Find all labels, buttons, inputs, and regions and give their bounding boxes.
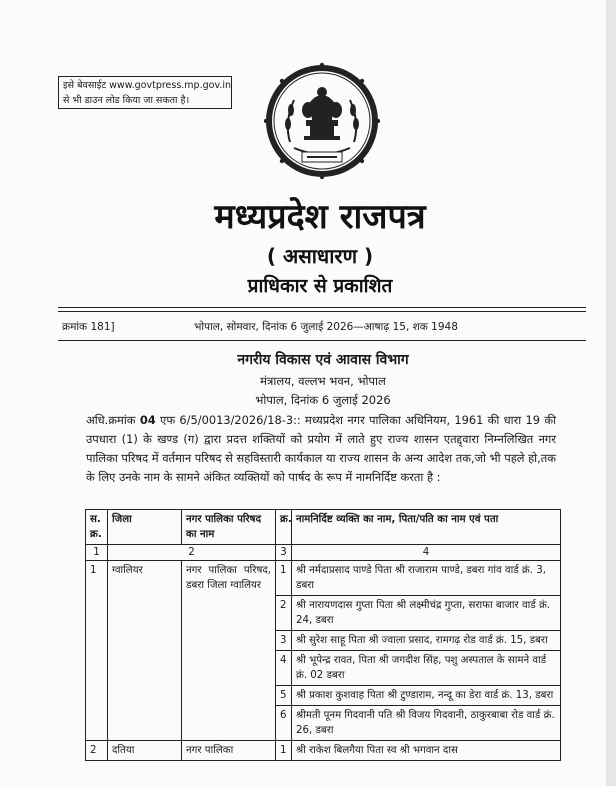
header-rule-top: [58, 307, 586, 308]
row-nominee: श्री सुरेश साहू पिता श्री ज्वाला प्रसाद, रामगढ़ रोड वार्ड क्रं. 15, डबरा: [292, 631, 561, 651]
order-text: एफ 6/5/0013/2026/18-3:: मध्यप्रदेश नगर पालिका अधिनियम, 1961 की धारा 19 की उपधारा (1) के खण्ड (ग) द्वारा प्रदत्त शक्तियों को प्रयोग में लाते हुए राज्य शासन एतद्द्वारा निम्नलिखित नगर पालिका परिषद में वर्तमान परिषद से सहविस्तारी कार्यकाल या राज्य शासन के अन्य आदेश तक,जो भी पहले हो,तक के लिए उनके नाम के सामने अंकित व्यक्तियों को पार्षद के रूप में नामनिर्दिष्ट करता है :: [86, 413, 557, 484]
row-k: 1: [276, 561, 292, 596]
row-k: 1: [276, 741, 292, 761]
row-nominee: श्री भूपेन्द्र रावत, पिता श्री जगदीश सिंह, पशु अस्पताल के सामने वार्ड क्रं. 02 डबरा: [292, 651, 561, 686]
row-nominee: श्री राकेश बिलगैया पिता स्व श्री भगवान दास: [292, 741, 561, 761]
gazette-title: मध्यप्रदेश राजपत्र: [214, 197, 426, 237]
header-municipality: नगर पालिका परिषद का नाम: [182, 510, 276, 545]
header-sn: स. क्र.: [86, 510, 108, 545]
col-number-4: 4: [292, 545, 561, 561]
website-notice-box: [58, 76, 232, 109]
row-k: 4: [276, 651, 292, 686]
group-sn: 2: [86, 741, 108, 761]
column-number-row: [86, 545, 561, 561]
state-emblem-icon: [264, 62, 380, 180]
row-nominee: श्री नर्मदाप्रसाद पाण्डे पिता श्री राजाराम पाण्डे, डबरा गांव वार्ड क्रं. 3, डबरा: [292, 561, 561, 596]
row-k: 2: [276, 596, 292, 631]
row-nominee: श्रीमती पूनम गिदवानी पति श्री विजय गिदवानी, ठाकुरबाबा रोड वार्ड क्रं. 26, डबरा: [292, 706, 561, 741]
nominee-table: [85, 509, 561, 761]
order-number: 04: [139, 413, 156, 427]
issue-dateline: भोपाल, सोमवार, दिनांक 6 जुलाई 2026—आषाढ़ 15, शक 1948: [194, 321, 458, 333]
group-district: ग्वालियर: [108, 561, 182, 741]
col-number-3: 3: [276, 545, 292, 561]
published-by-authority: प्राधिकार से प्रकाशित: [247, 275, 393, 297]
col-number-1: 1: [86, 545, 108, 561]
gazette-subtitle: ( असाधारण ): [266, 244, 374, 268]
row-k: 5: [276, 686, 292, 706]
row-nominee: श्री नारायणदास गुप्ता पिता श्री लक्ष्मीचंद्र गुप्ता, सराफा बाजार वार्ड क्रं. 24, डबरा: [292, 596, 561, 631]
row-nominee: श्री प्रकाश कुशवाह पिता श्री टुण्डाराम, नन्दू का डेरा वार्ड क्रं. 13, डबरा: [292, 686, 561, 706]
header-rule-bottom: [58, 340, 586, 341]
order-prefix: अधि.क्रमांक: [86, 413, 136, 427]
department-place: मंत्रालय, वल्लभ भवन, भोपाल: [260, 374, 386, 388]
row-k: 6: [276, 706, 292, 741]
group-municipality: नगर पालिका: [182, 741, 276, 761]
table-row: [86, 741, 561, 761]
order-paragraph: [86, 411, 556, 487]
table-header-row: [86, 510, 561, 545]
group-municipality: नगर पालिका परिषद, डबरा जिला ग्वालियर: [182, 561, 276, 741]
col-number-2: 2: [108, 545, 276, 561]
header-k: क्र.: [276, 510, 292, 545]
group-sn: 1: [86, 561, 108, 741]
order-date: भोपाल, दिनांक 6 जुलाई 2026: [255, 393, 391, 407]
notice-line-1: इसे बेवसाईट www.govtpress.mp.gov.in: [63, 80, 232, 91]
header-district: जिला: [108, 510, 182, 545]
group-district: दतिया: [108, 741, 182, 761]
header-nominee: नामनिर्दिष्ट व्यक्ति का नाम, पिता/पति का नाम एवं पता: [292, 510, 561, 545]
table-row: [86, 561, 561, 596]
issue-number: क्रमांक 181]: [62, 321, 115, 333]
viewer-edge: [606, 0, 616, 786]
header-rule-top-2: [58, 311, 586, 312]
row-k: 3: [276, 631, 292, 651]
department-name: नगरीय विकास एवं आवास विभाग: [237, 352, 409, 368]
notice-line-2: से भी डाउन लोड किया जा सकता है।: [63, 95, 190, 106]
